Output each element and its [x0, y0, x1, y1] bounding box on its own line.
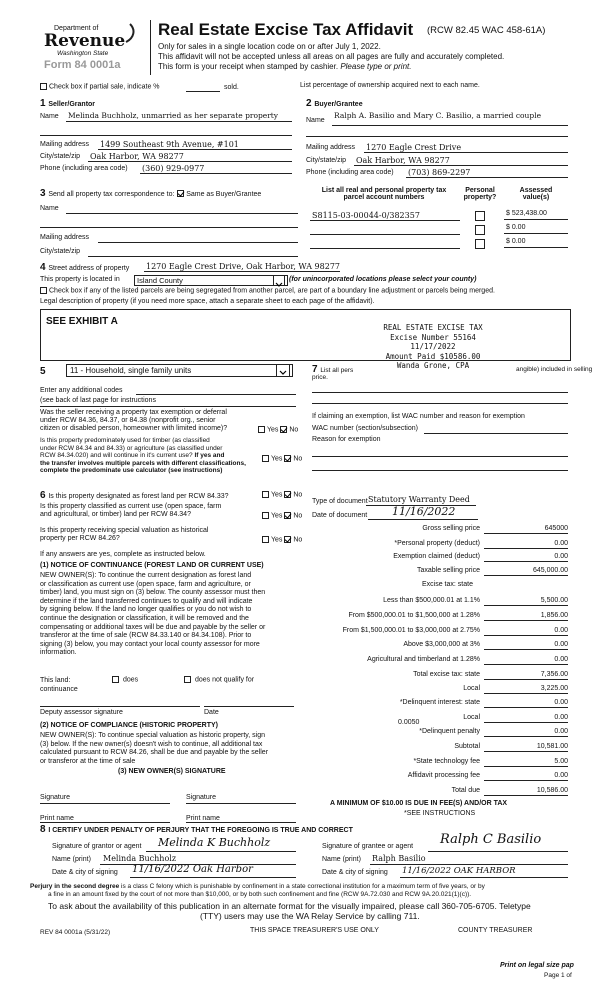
deputy-date-label: Date	[204, 709, 219, 716]
tax-row-label: Above $3,000,000 at 3%	[403, 641, 480, 648]
grantee-name-label: Name (print)	[322, 856, 361, 863]
tax-row-value[interactable]: 0.00	[554, 627, 568, 634]
subtitle-3: This form is your receipt when stamped by cashier. Please type or print.	[158, 62, 412, 71]
seller-phone[interactable]: (360) 929-0977	[142, 164, 205, 173]
form-number: Form 84 0001a	[44, 59, 121, 71]
buyer-mail-label: Mailing address	[306, 144, 356, 151]
tax-row-label: *State technology fee	[413, 758, 480, 765]
tax-row-value[interactable]: 7,356.00	[540, 671, 568, 678]
wac-question: If claiming an exemption, list WAC number and reason for exemption	[312, 413, 525, 420]
tax-row-value[interactable]: 10,586.00	[536, 787, 568, 794]
corr-city-label: City/state/zip	[40, 248, 81, 255]
county-note: (for unincorporated locations please select your county)	[289, 276, 477, 283]
tax-row-label: Exemption claimed (deduct)	[393, 553, 480, 560]
perjury-warning: Perjury in the second degree is a class C felony which is punishable by confinement in a state correctional institution for a maximum term of five years, or by	[30, 883, 485, 890]
tax-row-value[interactable]: 0.00	[554, 656, 568, 663]
this-land-label: This land: continuance	[40, 677, 78, 693]
land-use-select[interactable]: 11 - Household, single family units	[66, 364, 293, 377]
correspondence-heading: 3 Send all property tax correspondence to: Same as Buyer/Grantee	[40, 188, 262, 199]
partial-sale-checkbox[interactable]	[40, 83, 47, 90]
new-owner-signature-heading: (3) NEW OWNER(S) SIGNATURE	[118, 768, 226, 775]
assessed-value-1[interactable]: $ 523,438.00	[506, 210, 547, 217]
tax-row-value[interactable]: 10,581.00	[536, 743, 568, 750]
tax-row-label: Agricultural and timberland at 1.28%	[367, 656, 480, 663]
forest-no-checkbox[interactable]	[284, 491, 291, 498]
notice-compliance-text: NEW OWNER(S): To continue special valuation as historic property, sign (3) below. If the new owner(s) doesn't wish to continue, all additional tax calculated pursuant to RCW 84.26, shall be due and payable by the seller or transferor at the time of sale	[40, 732, 269, 765]
dept-label: Department of	[54, 25, 99, 32]
tax-row-value[interactable]: 0.00	[554, 699, 568, 706]
tax-row-value[interactable]: 5,500.00	[540, 597, 568, 604]
doc-date-label: Date of document	[312, 512, 368, 519]
doc-type-label: Type of document	[312, 498, 368, 505]
corr-name-label: Name	[40, 205, 59, 212]
rcw-reference: (RCW 82.45 WAC 458-61A)	[427, 25, 546, 36]
timber-no-checkbox[interactable]	[284, 455, 291, 462]
page-indicator: Page 1 of	[544, 972, 572, 979]
land-use-chevron-icon[interactable]	[276, 364, 290, 377]
grantee-date-city[interactable]: 11/16/2022 OAK HARBOR	[402, 866, 516, 876]
accessibility-note: To ask about the availability of this publication in an alternate format for the visually impaired, please call 360-705-6705. Teletype	[48, 901, 531, 911]
tax-row-value[interactable]: 0.00	[554, 728, 568, 735]
current-use-no-checkbox[interactable]	[284, 512, 291, 519]
does-not-option: does not qualify for	[184, 676, 254, 683]
local-rate: 0.0050	[398, 719, 420, 726]
assessed-value-2[interactable]: $ 0.00	[506, 224, 526, 231]
historic-no-checkbox[interactable]	[284, 536, 291, 543]
wac-label: WAC number (section/subsection)	[312, 425, 418, 432]
owner-print-label-1: Print name	[40, 815, 74, 822]
print-legal-note: Print on legal size pap	[500, 962, 574, 969]
seller-mail-label: Mailing address	[40, 141, 90, 148]
tax-row-value[interactable]: 0.00	[554, 641, 568, 648]
tax-row-label: Total excise tax: state	[413, 671, 480, 678]
accessibility-note-2: (TTY) users may use the WA Relay Service by calling 711.	[200, 911, 420, 921]
parcel-number-1[interactable]: S8115-03-00044-0/382357	[312, 211, 420, 220]
sec7-label-end: angible) included in selling	[516, 366, 593, 373]
owner-signature-label-2: Signature	[186, 794, 216, 801]
form-title: Real Estate Excise Tax Affidavit	[158, 20, 414, 39]
current-use-yes-checkbox[interactable]	[262, 512, 269, 519]
owner-print-label-2: Print name	[186, 815, 220, 822]
does-option: does	[112, 676, 138, 683]
buyer-name[interactable]: Ralph A. Basilio and Mary C. Basilio, a married couple	[334, 111, 542, 120]
personal-header: Personal property?	[463, 187, 497, 201]
minimum-due-note: A MINIMUM OF $10.00 IS DUE IN FEE(S) AND/OR TAX	[330, 800, 508, 807]
tax-row-value[interactable]: 645,000.00	[532, 567, 568, 574]
tax-row-label: *Delinquent interest: state	[399, 699, 480, 706]
buyer-name-label: Name	[306, 117, 325, 124]
seller-city-label: City/state/zip	[40, 153, 81, 160]
grantor-sig-label: Signature of grantor or agent	[52, 843, 142, 850]
codes-note: (see back of last page for instructions	[40, 397, 156, 404]
buyer-phone-label: Phone (including area code)	[306, 169, 394, 176]
grantor-name[interactable]: Melinda Buchholz	[103, 854, 177, 863]
assessed-value-3[interactable]: $ 0.00	[506, 238, 526, 245]
assessed-header: Assessed value(s)	[519, 187, 553, 201]
tax-row-label: Total due	[451, 787, 480, 794]
sold-label: sold.	[224, 84, 239, 91]
forest-yes-no: Yes No	[262, 491, 302, 498]
seller-mail[interactable]: 1499 Southeast 9th Avenue, #101	[100, 140, 239, 149]
forest-yes-checkbox[interactable]	[262, 491, 269, 498]
corr-mail-label: Mailing address	[40, 234, 90, 241]
does-not-checkbox[interactable]	[184, 676, 191, 683]
deputy-signature-label: Deputy assessor signature	[40, 709, 123, 716]
subtitle-1: Only for sales in a single location code on or after July 1, 2022.	[158, 42, 381, 51]
exemption-question: Was the seller receiving a property tax exemption or deferral under RCW 84.36, 84.37, or 84.38 (nonprofit org., senior citizen or disabled person, homeowner with limited income)?	[40, 409, 228, 432]
subtitle-2: This affidavit will not be accepted unless all areas on all pages are fully and accurately completed.	[158, 52, 505, 61]
state-label: Washington State	[57, 50, 109, 57]
grantor-name-label: Name (print)	[52, 856, 91, 863]
tax-row-label: Excise tax: state	[422, 581, 473, 588]
historic-question: Is this property receiving special valuation as historical property per RCW 84.26?	[40, 527, 209, 542]
grantee-sig-label: Signature of grantee or agent	[322, 843, 414, 850]
grantor-date-label: Date & city of signing	[52, 869, 118, 876]
tax-row-label: From $500,000.01 to $1,500,000 at 1.28%	[348, 612, 480, 619]
treasurer-stamp: REAL ESTATE EXCISE TAX Excise Number 55164 11/17/2022 Amount Paid $10586.00 Wanda Grone, CPA	[383, 323, 483, 370]
tax-row-value[interactable]: 0.00	[554, 540, 568, 547]
does-checkbox[interactable]	[112, 676, 119, 683]
perjury-warning-2: a fine in an amount fixed by the court of not more than $10,000, or by both such confinement and fine (RCW 9A.72.030 and RCW 9A.20.021(1)(c)).	[48, 891, 472, 898]
property-address[interactable]: 1270 Eagle Crest Drive, Oak Harbor, WA 98277	[146, 262, 340, 271]
grantee-name[interactable]: Ralph Basilio	[372, 854, 426, 863]
current-use-yes-no: Yes No	[262, 512, 302, 519]
owner-signature-label-1: Signature	[40, 794, 70, 801]
county-select[interactable]: Island County	[134, 275, 288, 286]
tax-row-value[interactable]: 0.00	[554, 553, 568, 560]
tax-row-value[interactable]: 0.00	[554, 772, 568, 779]
notice-compliance-heading: (2) NOTICE OF COMPLIANCE (HISTORIC PROPERTY)	[40, 722, 218, 729]
buyer-city[interactable]: Oak Harbor, WA 98277	[356, 156, 450, 165]
tax-row-label: *Personal property (deduct)	[394, 540, 480, 547]
notice-continuance-heading: (1) NOTICE OF CONTINUANCE (FOREST LAND OR CURRENT USE)	[40, 562, 264, 569]
county-treasurer-label: COUNTY TREASURER	[458, 927, 533, 934]
tax-row-label: Gross selling price	[422, 525, 480, 532]
timber-yes-no: Yes No	[262, 455, 302, 462]
revenue-logo: Revenue	[44, 31, 126, 51]
same-as-buyer-checkbox[interactable]	[177, 190, 184, 197]
historic-yes-no: Yes No	[262, 536, 302, 543]
codes-label: Enter any additional codes	[40, 387, 123, 394]
revision-label: REV 84 0001a (5/31/22)	[40, 929, 111, 936]
tax-row-label: Affidavit processing fee	[407, 772, 480, 779]
grantee-date-label: Date & city of signing	[322, 869, 388, 876]
located-label: This property is located in	[40, 276, 120, 283]
exemption-no-checkbox[interactable]	[280, 426, 287, 433]
tax-row-label: Local	[463, 714, 480, 721]
logo-swoosh-icon	[124, 22, 138, 49]
exemption-yes-no: Yes No	[258, 426, 298, 433]
forest-question: 6 Is this property designated as forest land per RCW 84.33?	[40, 490, 229, 501]
buyer-mail[interactable]: 1270 Eagle Crest Drive	[366, 143, 462, 152]
seller-phone-label: Phone (including area code)	[40, 165, 128, 172]
seller-name-label: Name	[40, 113, 59, 120]
buyer-city-label: City/state/zip	[306, 157, 347, 164]
doc-date[interactable]: 11/16/2022	[392, 505, 456, 518]
tax-row-label: Taxable selling price	[416, 567, 480, 574]
see-instructions: *SEE INSTRUCTIONS	[404, 810, 476, 817]
tax-row-label: Less than $500,000.01 at 1.1%	[383, 597, 480, 604]
current-use-question: Is this property classified as current use (open space, farm and agricultural, or timber) land per RCW 84.34?	[40, 503, 222, 518]
tax-row-label: Local	[463, 685, 480, 692]
timber-question: Is this property predominately used for timber (as classified under RCW 84.34 and 84.33) or agriculture (as classified under RCW 84.34.020) and will continue in it's current use? If yes and the transfer involves multiple parcels with different classifications, complete the predominate use calculator (see instructions)	[40, 437, 246, 474]
partial-sale: Check box if partial sale, indicate %	[40, 83, 160, 90]
county-dropdown-chevron-icon[interactable]	[273, 275, 285, 286]
buyer-phone[interactable]: (703) 869-2297	[408, 168, 471, 177]
segregated-row: Check box if any of the listed parcels are being segregated from another parcel, are part of a boundary line adjustment or parcels being merged.	[40, 287, 495, 294]
sec7-label: 7 List all pers	[312, 364, 354, 375]
timber-yes-checkbox[interactable]	[262, 455, 269, 462]
certify-statement: 8 I CERTIFY UNDER PENALTY OF PERJURY THAT THE FOREGOING IS TRUE AND CORRECT	[40, 824, 353, 835]
historic-yes-checkbox[interactable]	[262, 536, 269, 543]
sec7-price: price.	[312, 374, 328, 381]
tax-row-label: From $1,500,000.01 to $3,000,000 at 2.75%	[342, 627, 480, 634]
legal-label: Legal description of property (if you need more space, attach a separate sheet to each page of the affidavit).	[40, 298, 375, 305]
segregated-checkbox[interactable]	[40, 287, 47, 294]
if-yes-note: If any answers are yes, complete as instructed below.	[40, 551, 206, 558]
seller-city[interactable]: Oak Harbor, WA 98277	[90, 152, 184, 161]
tax-row-value[interactable]: 645000	[544, 525, 568, 532]
doc-type[interactable]: Statutory Warranty Deed	[368, 495, 470, 504]
seller-heading: 1 Seller/Grantor	[40, 98, 96, 109]
tax-row-value[interactable]: 3,225.00	[540, 685, 568, 692]
exemption-yes-checkbox[interactable]	[258, 426, 265, 433]
see-exhibit: SEE EXHIBIT A	[46, 316, 118, 327]
grantee-signature[interactable]: Ralph C Basilio	[440, 832, 542, 847]
treasurer-use-label: THIS SPACE TREASURER'S USE ONLY	[250, 927, 379, 934]
grantor-signature[interactable]: Melinda K Buchholz	[158, 836, 271, 849]
buyer-heading: 2 Buyer/Grantee	[306, 98, 363, 109]
sec5-number: 5	[40, 366, 46, 377]
personal-checkbox-3[interactable]	[475, 236, 485, 254]
reason-label: Reason for exemption	[312, 436, 381, 443]
tax-row-label: Subtotal	[454, 743, 480, 750]
tax-row-label: *Delinquent penalty	[419, 728, 480, 735]
notice-continuance-text: NEW OWNER(S): To continue the current designation as forest land or classification as current use (open space, farm and agriculture, or timber) land, you must sign on (3) below. The county assessor must then determine if the land transferred continues to qualify and will indicate by signing below. If the land no longer qualifies or you do not wish to continue the designation or classification, it will be removed and the compensating or additional taxes will be due and payable by the seller or transferor at the time of sale (RCW 84.33.140 or 84.34.108). Prior to signing (3) below, you may contact your local county assessor for more information.	[40, 572, 266, 657]
parcel-header: List all real and personal property tax parcel account numbers	[321, 187, 447, 201]
street-address-row: 4 Street address of property	[40, 262, 130, 273]
ownership-note: List percentage of ownership acquired next to each name.	[300, 82, 480, 89]
tax-row-value[interactable]: 5.00	[554, 758, 568, 765]
tax-row-value[interactable]: 1,856.00	[540, 612, 568, 619]
grantor-date-city[interactable]: 11/16/2022 Oak Harbor	[132, 864, 253, 875]
seller-name[interactable]: Melinda Buchholz, unmarried as her separate property	[68, 111, 279, 120]
tax-row-value[interactable]: 0.00	[554, 714, 568, 721]
